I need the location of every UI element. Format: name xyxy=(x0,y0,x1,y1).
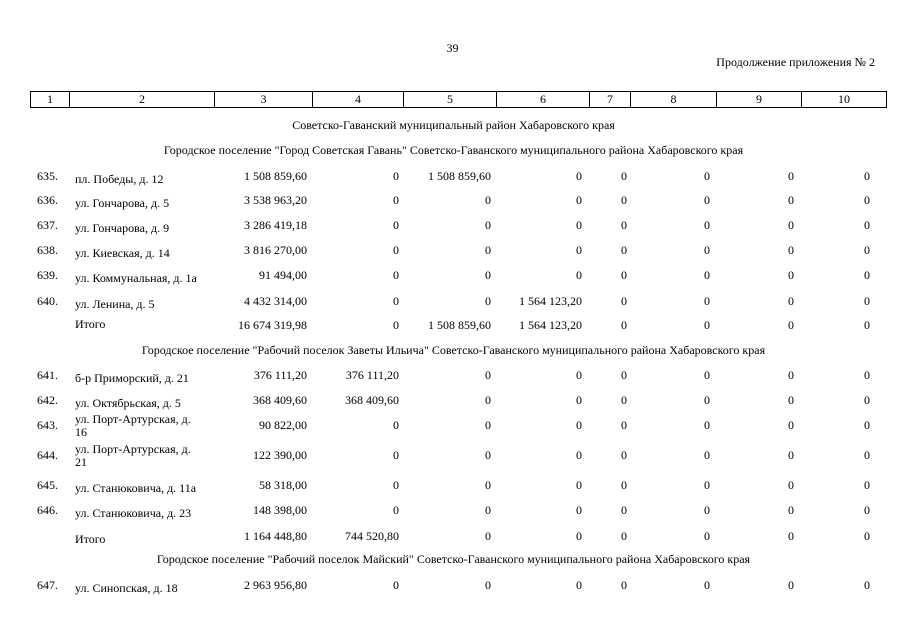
address: ул. Порт-Артурская, д. 16 xyxy=(75,412,191,439)
value-col-4: 0 xyxy=(393,318,399,332)
value-col-10: 0 xyxy=(864,268,870,282)
value-col-4: 0 xyxy=(393,193,399,207)
page-number: 39 xyxy=(446,41,459,55)
value-col-8: 0 xyxy=(704,393,710,407)
value-col-8: 0 xyxy=(704,529,710,543)
value-col-10: 0 xyxy=(864,529,870,543)
row-number: 639. xyxy=(37,268,58,282)
value-col-7: 0 xyxy=(621,268,627,282)
value-col-3: 1 508 859,60 xyxy=(244,169,307,183)
value-col-5: 0 xyxy=(485,503,491,517)
value-col-7: 0 xyxy=(621,193,627,207)
value-col-9: 0 xyxy=(788,478,794,492)
value-col-9: 0 xyxy=(788,193,794,207)
value-col-5: 0 xyxy=(485,268,491,282)
value-col-9: 0 xyxy=(788,393,794,407)
value-col-8: 0 xyxy=(704,193,710,207)
value-col-7: 0 xyxy=(621,368,627,382)
row-number: 645. xyxy=(37,478,58,492)
address: Итого xyxy=(75,532,106,546)
value-col-6: 1 564 123,20 xyxy=(519,318,582,332)
header-col-5: 5 xyxy=(404,92,497,108)
section-heading: Городское поселение "Рабочий поселок Майский" Советско-Гаванского муниципального района Хабаровского края xyxy=(156,552,751,566)
row-number: 635. xyxy=(37,169,58,183)
value-col-10: 0 xyxy=(864,218,870,232)
row-number: 638. xyxy=(37,243,58,257)
row-number: 644. xyxy=(37,448,58,462)
header-col-4: 4 xyxy=(313,92,404,108)
value-col-3: 4 432 314,00 xyxy=(244,294,307,308)
value-col-5: 0 xyxy=(485,393,491,407)
value-col-9: 0 xyxy=(788,418,794,432)
value-col-5: 0 xyxy=(485,294,491,308)
header-col-6: 6 xyxy=(497,92,590,108)
value-col-7: 0 xyxy=(621,243,627,257)
value-col-3: 2 963 956,80 xyxy=(244,578,307,592)
district-heading: Советско-Гаванский муниципальный район Хабаровского края xyxy=(292,118,615,132)
value-col-10: 0 xyxy=(864,478,870,492)
value-col-7: 0 xyxy=(621,578,627,592)
value-col-5: 0 xyxy=(485,478,491,492)
value-col-10: 0 xyxy=(864,418,870,432)
value-col-10: 0 xyxy=(864,578,870,592)
address: ул. Гончарова, д. 9 xyxy=(75,221,170,235)
value-col-7: 0 xyxy=(621,478,627,492)
value-col-10: 0 xyxy=(864,503,870,517)
value-col-4: 376 111,20 xyxy=(345,368,399,382)
address: ул. Октябрьская, д. 5 xyxy=(75,396,181,410)
value-col-3: 16 674 319,98 xyxy=(238,318,307,332)
row-number: 643. xyxy=(37,418,58,432)
value-col-10: 0 xyxy=(864,169,870,183)
value-col-6: 0 xyxy=(576,193,582,207)
value-col-10: 0 xyxy=(864,193,870,207)
value-col-3: 90 822,00 xyxy=(259,418,307,432)
appendix-continuation: Продолжение приложения № 2 xyxy=(716,55,875,69)
value-col-3: 368 409,60 xyxy=(253,393,307,407)
value-col-3: 58 318,00 xyxy=(259,478,307,492)
value-col-3: 1 164 448,80 xyxy=(244,529,307,543)
value-col-5: 0 xyxy=(485,529,491,543)
value-col-3: 122 390,00 xyxy=(253,448,307,462)
value-col-4: 368 409,60 xyxy=(345,393,399,407)
value-col-3: 91 494,00 xyxy=(259,268,307,282)
value-col-7: 0 xyxy=(621,529,627,543)
value-col-5: 1 508 859,60 xyxy=(428,169,491,183)
value-col-9: 0 xyxy=(788,294,794,308)
address: б-р Приморский, д. 21 xyxy=(75,371,189,385)
value-col-9: 0 xyxy=(788,268,794,282)
address: ул. Синопская, д. 18 xyxy=(75,581,178,595)
value-col-4: 0 xyxy=(393,268,399,282)
value-col-8: 0 xyxy=(704,448,710,462)
value-col-9: 0 xyxy=(788,318,794,332)
value-col-5: 1 508 859,60 xyxy=(428,318,491,332)
address: ул. Порт-Артурская, д. 21 xyxy=(75,442,191,469)
value-col-10: 0 xyxy=(864,243,870,257)
value-col-7: 0 xyxy=(621,503,627,517)
row-number: 640. xyxy=(37,294,58,308)
value-col-5: 0 xyxy=(485,193,491,207)
value-col-6: 0 xyxy=(576,243,582,257)
value-col-3: 148 398,00 xyxy=(253,503,307,517)
value-col-7: 0 xyxy=(621,294,627,308)
value-col-9: 0 xyxy=(788,243,794,257)
value-col-6: 0 xyxy=(576,268,582,282)
header-col-7: 7 xyxy=(590,92,631,108)
value-col-9: 0 xyxy=(788,368,794,382)
value-col-6: 0 xyxy=(576,218,582,232)
address: ул. Станюковича, д. 23 xyxy=(75,506,192,520)
address: ул. Станюковича, д. 11а xyxy=(75,481,197,495)
header-col-2: 2 xyxy=(70,92,215,108)
value-col-4: 0 xyxy=(393,218,399,232)
value-col-10: 0 xyxy=(864,294,870,308)
value-col-5: 0 xyxy=(485,243,491,257)
header-col-3: 3 xyxy=(215,92,313,108)
value-col-9: 0 xyxy=(788,503,794,517)
column-number-header xyxy=(30,91,887,108)
value-col-7: 0 xyxy=(621,418,627,432)
value-col-4: 0 xyxy=(393,503,399,517)
value-col-6: 0 xyxy=(576,478,582,492)
value-col-8: 0 xyxy=(704,294,710,308)
value-col-5: 0 xyxy=(485,368,491,382)
value-col-7: 0 xyxy=(621,169,627,183)
value-col-6: 0 xyxy=(576,529,582,543)
row-number: 636. xyxy=(37,193,58,207)
value-col-10: 0 xyxy=(864,318,870,332)
value-col-10: 0 xyxy=(864,368,870,382)
value-col-8: 0 xyxy=(704,218,710,232)
address: Итого xyxy=(75,317,106,331)
value-col-5: 0 xyxy=(485,418,491,432)
address: ул. Киевская, д. 14 xyxy=(75,246,170,260)
value-col-7: 0 xyxy=(621,318,627,332)
value-col-10: 0 xyxy=(864,448,870,462)
row-number: 641. xyxy=(37,368,58,382)
header-col-1: 1 xyxy=(31,92,70,108)
value-col-3: 3 286 419,18 xyxy=(244,218,307,232)
row-number: 646. xyxy=(37,503,58,517)
value-col-9: 0 xyxy=(788,529,794,543)
value-col-6: 0 xyxy=(576,169,582,183)
value-col-6: 0 xyxy=(576,418,582,432)
row-number: 642. xyxy=(37,393,58,407)
value-col-9: 0 xyxy=(788,448,794,462)
value-col-4: 0 xyxy=(393,294,399,308)
value-col-8: 0 xyxy=(704,243,710,257)
value-col-5: 0 xyxy=(485,448,491,462)
value-col-3: 3 816 270,00 xyxy=(244,243,307,257)
value-col-8: 0 xyxy=(704,578,710,592)
value-col-9: 0 xyxy=(788,578,794,592)
value-col-8: 0 xyxy=(704,368,710,382)
value-col-4: 0 xyxy=(393,478,399,492)
value-col-8: 0 xyxy=(704,503,710,517)
value-col-8: 0 xyxy=(704,169,710,183)
header-col-8: 8 xyxy=(631,92,717,108)
value-col-8: 0 xyxy=(704,418,710,432)
address: ул. Коммунальная, д. 1а xyxy=(75,271,197,285)
section-heading: Городское поселение "Город Советская Гавань" Советско-Гаванского муниципального района Хабаровского края xyxy=(163,143,744,157)
address: пл. Победы, д. 12 xyxy=(75,172,164,186)
address: ул. Ленина, д. 5 xyxy=(75,297,155,311)
value-col-7: 0 xyxy=(621,218,627,232)
header-col-10: 10 xyxy=(802,92,887,108)
value-col-6: 0 xyxy=(576,368,582,382)
value-col-10: 0 xyxy=(864,393,870,407)
value-col-6: 0 xyxy=(576,503,582,517)
row-number: 647. xyxy=(37,578,58,592)
value-col-4: 744 520,80 xyxy=(345,529,399,543)
value-col-3: 3 538 963,20 xyxy=(244,193,307,207)
value-col-4: 0 xyxy=(393,243,399,257)
value-col-6: 0 xyxy=(576,393,582,407)
value-col-4: 0 xyxy=(393,448,399,462)
value-col-4: 0 xyxy=(393,578,399,592)
row-number: 637. xyxy=(37,218,58,232)
header-col-9: 9 xyxy=(717,92,802,108)
header-row xyxy=(31,92,887,108)
value-col-4: 0 xyxy=(393,169,399,183)
value-col-8: 0 xyxy=(704,268,710,282)
value-col-7: 0 xyxy=(621,448,627,462)
value-col-4: 0 xyxy=(393,418,399,432)
value-col-7: 0 xyxy=(621,393,627,407)
value-col-9: 0 xyxy=(788,218,794,232)
value-col-5: 0 xyxy=(485,218,491,232)
value-col-5: 0 xyxy=(485,578,491,592)
value-col-6: 1 564 123,20 xyxy=(519,294,582,308)
value-col-9: 0 xyxy=(788,169,794,183)
value-col-3: 376 111,20 xyxy=(253,368,307,382)
value-col-8: 0 xyxy=(704,478,710,492)
value-col-6: 0 xyxy=(576,448,582,462)
address: ул. Гончарова, д. 5 xyxy=(75,196,170,210)
value-col-6: 0 xyxy=(576,578,582,592)
section-heading: Городское поселение "Рабочий поселок Заветы Ильича" Советско-Гаванского муниципального района Хабаровского края xyxy=(141,343,766,357)
value-col-8: 0 xyxy=(704,318,710,332)
